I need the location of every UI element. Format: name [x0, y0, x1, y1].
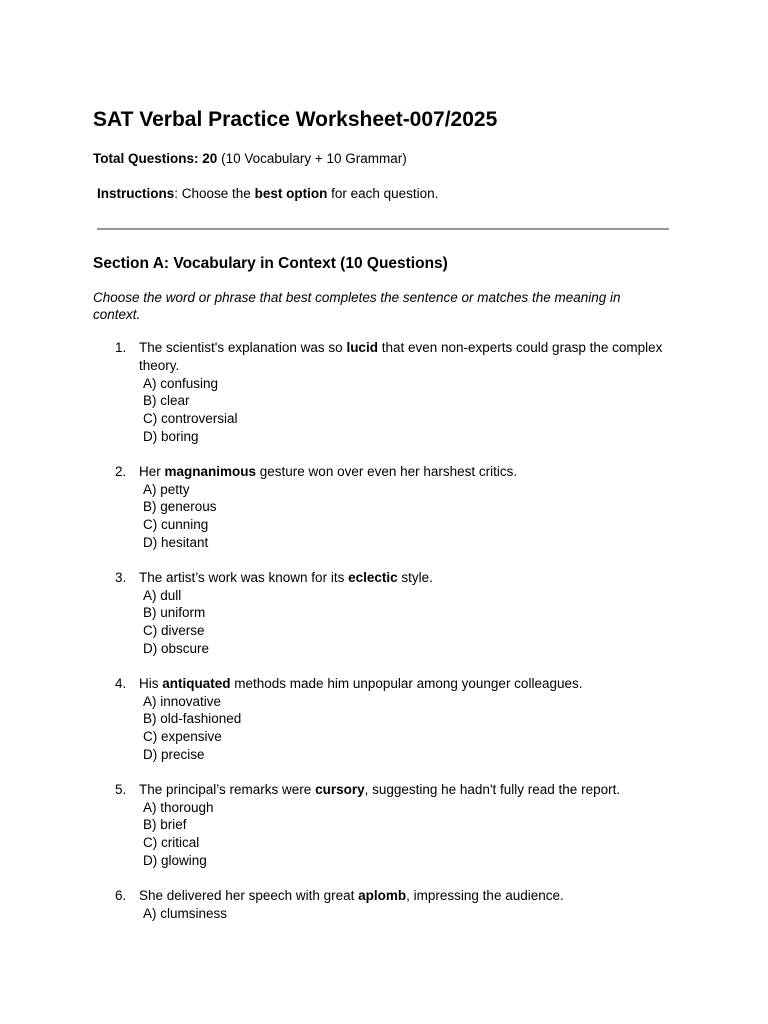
question-text-before: The principal’s remarks were: [139, 781, 316, 797]
question-key-word: antiquated: [162, 675, 231, 691]
question-key-word: aplomb: [358, 887, 407, 903]
answer-option: D) precise: [143, 746, 205, 762]
question-number: 5.: [115, 781, 127, 797]
answer-option: B) old-fashioned: [143, 711, 242, 727]
question-key-word: magnanimous: [164, 463, 257, 479]
answer-option: C) controversial: [143, 411, 238, 427]
question-text: [139, 339, 669, 375]
question-text-before: She delivered her speech with great: [139, 887, 359, 903]
answer-option: D) boring: [143, 428, 199, 444]
answer-option: D) obscure: [143, 640, 210, 656]
instructions-label: Instructions: [97, 186, 175, 201]
answer-option: A) thorough: [143, 799, 214, 815]
section-a-instruction: Choose the word or phrase that best completes the sentence or matches the meaning in context.: [93, 290, 621, 322]
question-text-after: methods made him unpopular among younger colleagues.: [230, 675, 583, 691]
answer-option: B) brief: [143, 817, 187, 833]
question-text: [139, 675, 669, 693]
question-key-word: cursory: [315, 781, 365, 797]
answer-option: A) innovative: [143, 693, 222, 709]
answer-option: C) critical: [143, 835, 200, 851]
instructions-line: [97, 186, 438, 201]
question-list: [0, 339, 768, 939]
answer-option: D) glowing: [143, 852, 207, 868]
answer-option: A) dull: [143, 587, 182, 603]
section-a-heading: Section A: Vocabulary in Context (10 Questions): [93, 255, 448, 272]
question-item: [0, 339, 768, 446]
question-item: [0, 887, 768, 923]
total-questions-breakdown: (10 Vocabulary + 10 Grammar): [221, 151, 407, 166]
instructions-text-after: for each question.: [327, 186, 439, 201]
question-text: [139, 569, 669, 587]
question-key-word: eclectic: [348, 569, 398, 585]
question-text-after: , impressing the audience.: [406, 887, 564, 903]
question-number: 4.: [115, 675, 127, 691]
question-number: 3.: [115, 569, 127, 585]
question-number: 6.: [115, 887, 127, 903]
question-item: [0, 781, 768, 870]
answer-option: A) clumsiness: [143, 905, 228, 921]
answer-option: C) cunning: [143, 517, 209, 533]
question-text-after: , suggesting he hadn't fully read the report.: [364, 781, 621, 797]
worksheet-title: SAT Verbal Practice Worksheet-007/2025: [93, 108, 498, 131]
horizontal-divider: [97, 228, 669, 230]
instructions-emphasis: best option: [254, 186, 328, 201]
question-key-word: lucid: [346, 340, 378, 355]
answer-option: D) hesitant: [143, 534, 209, 550]
question-number: 1.: [115, 340, 127, 355]
answer-option: B) clear: [143, 393, 190, 409]
instructions-text-before: : Choose the: [174, 186, 255, 201]
total-questions-label: Total Questions:: [93, 151, 199, 166]
question-item: [0, 463, 768, 552]
answer-option: B) uniform: [143, 605, 206, 621]
answer-option: C) diverse: [143, 623, 205, 639]
question-text-before: The scientist's explanation was so: [139, 340, 347, 355]
answer-option: B) generous: [143, 499, 217, 515]
question-text: [139, 463, 669, 481]
question-item: [0, 569, 768, 658]
answer-option: A) petty: [143, 481, 190, 497]
question-text-before: The artist’s work was known for its: [139, 569, 349, 585]
total-questions-line: [93, 151, 407, 166]
question-item: [0, 675, 768, 764]
answer-option: C) expensive: [143, 729, 222, 745]
question-text-before: Her: [139, 463, 165, 479]
answer-option: A) confusing: [143, 375, 219, 391]
total-questions-count: 20: [202, 151, 218, 166]
question-text-before: His: [139, 675, 163, 691]
question-text-after: style.: [397, 569, 433, 585]
question-text-after: that even non-experts could grasp the complex theory.: [139, 340, 663, 373]
question-text: [139, 781, 669, 799]
question-number: 2.: [115, 463, 127, 479]
question-text-after: gesture won over even her harshest critics.: [256, 463, 518, 479]
question-text: [139, 887, 669, 905]
